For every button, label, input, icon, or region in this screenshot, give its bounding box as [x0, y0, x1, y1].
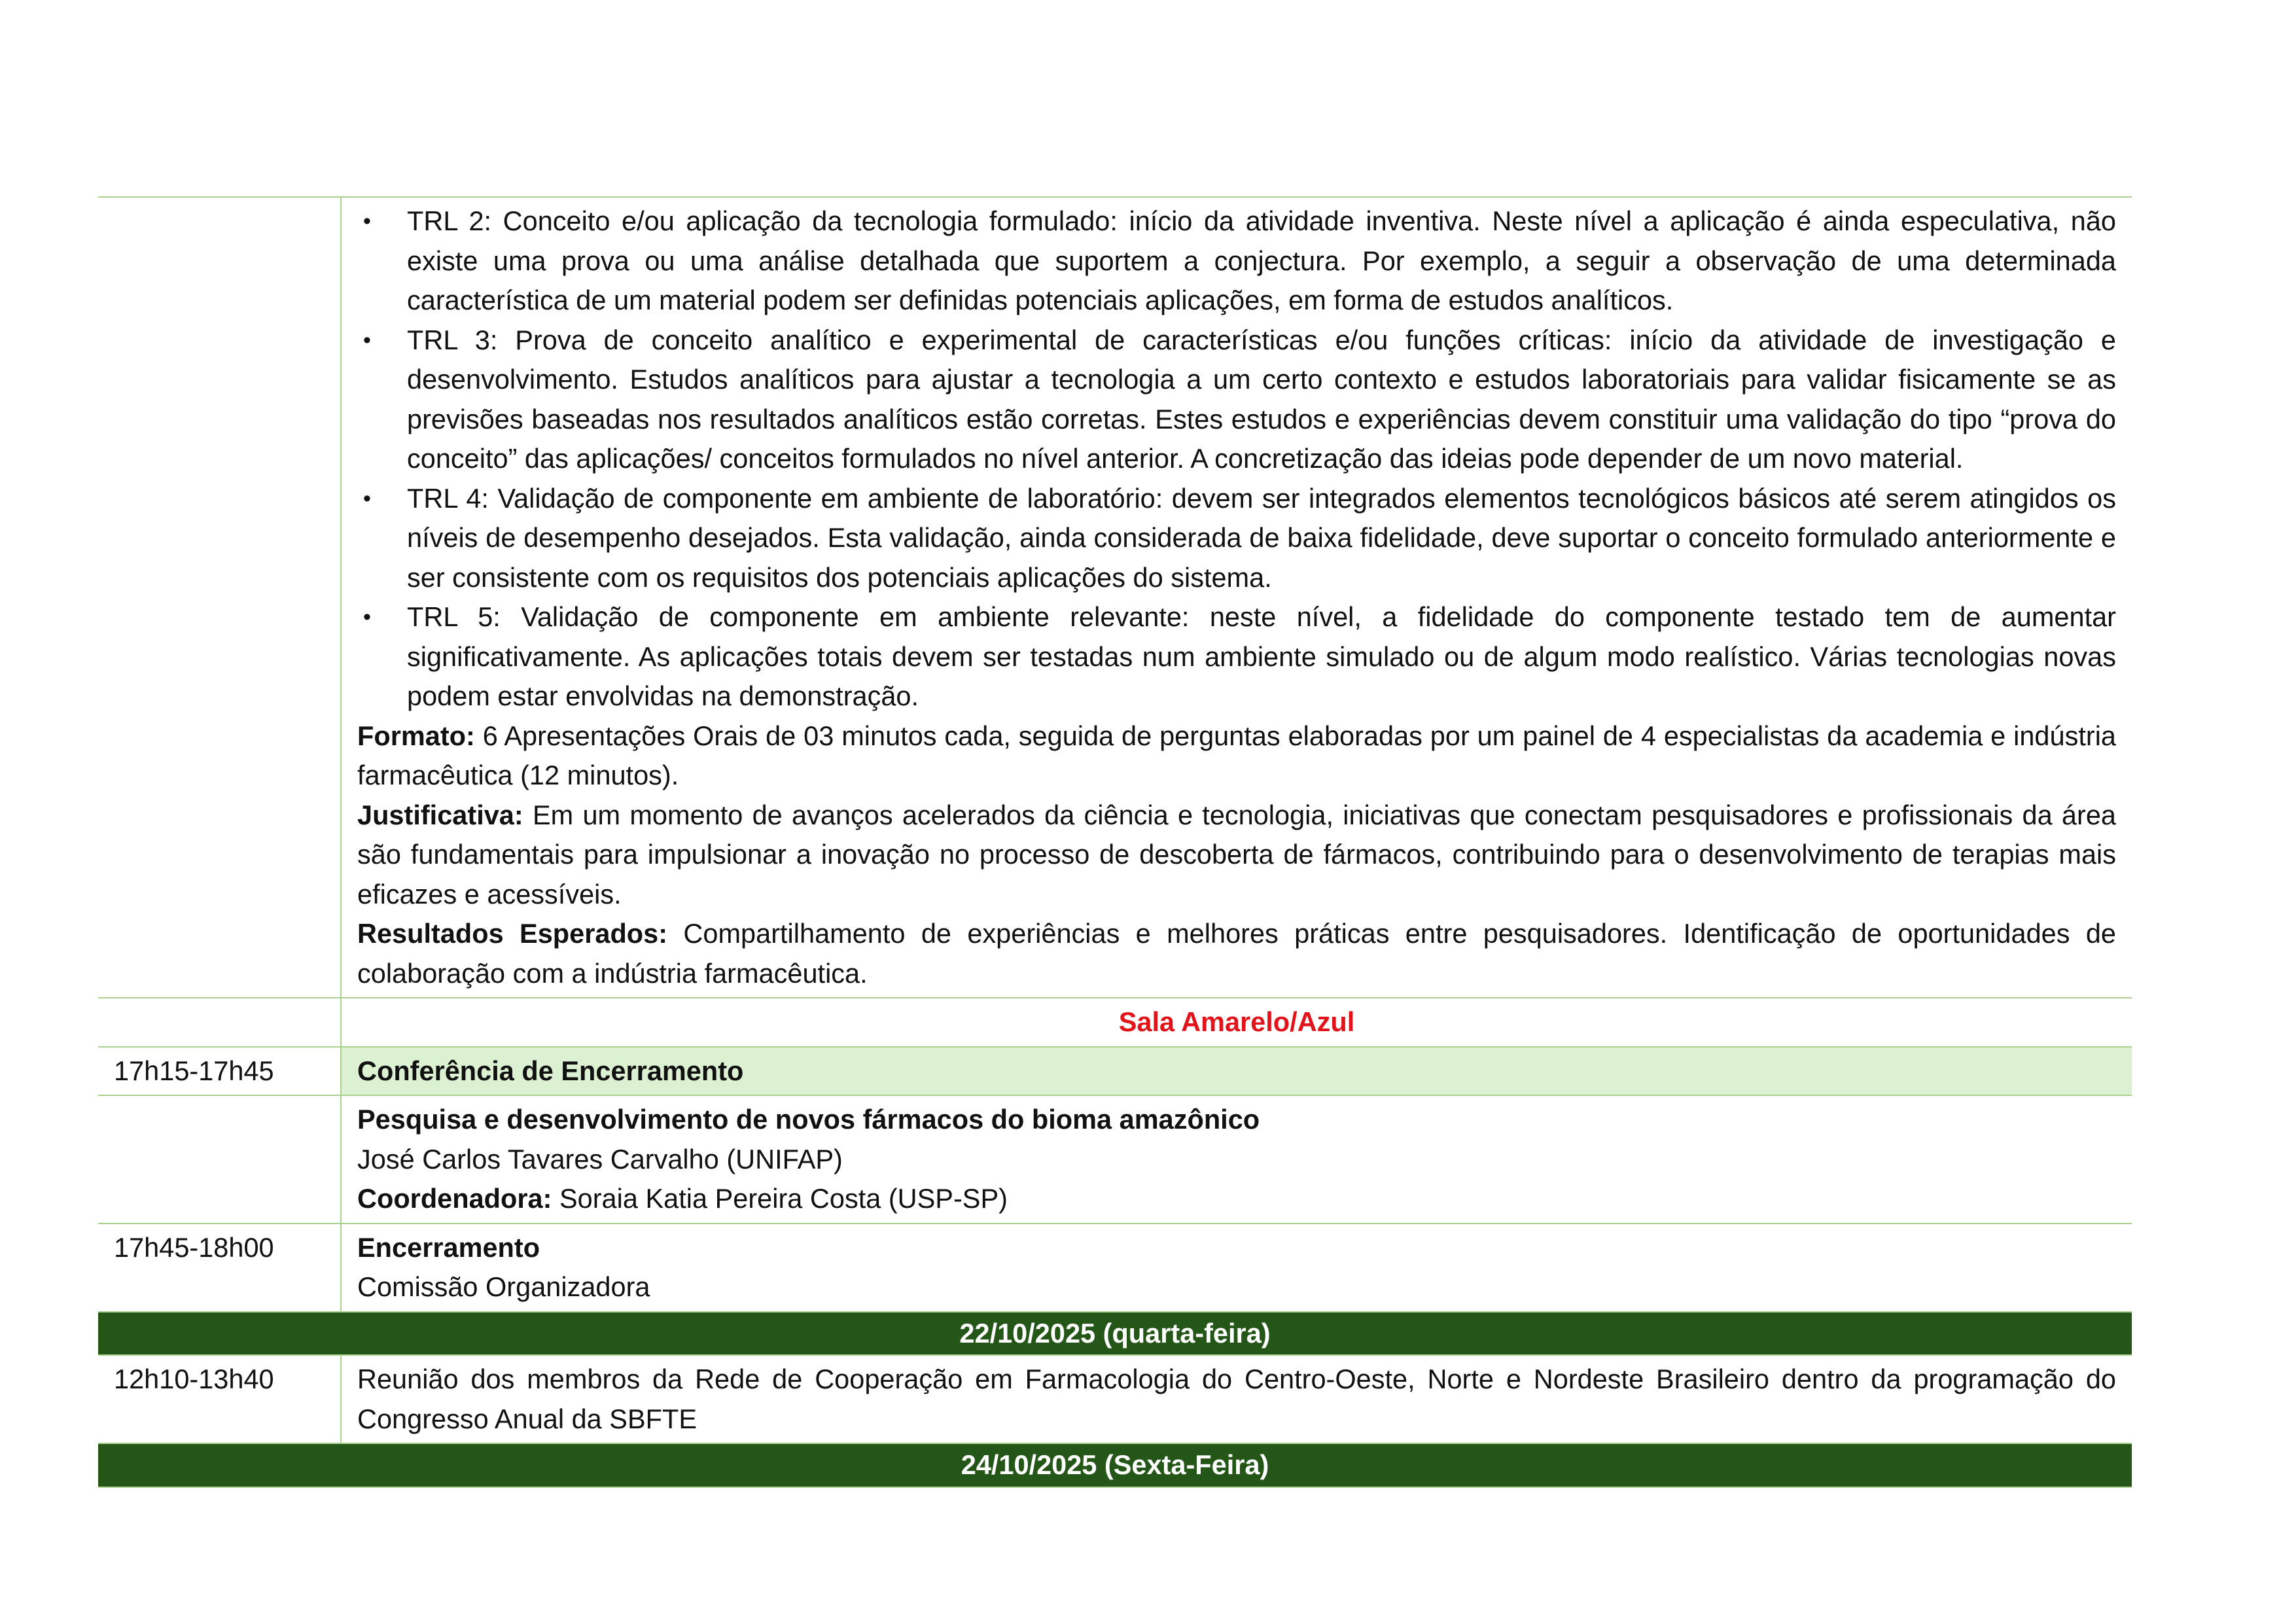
table-row	[98, 998, 2132, 1047]
list-item	[357, 202, 2116, 321]
table-row	[98, 1355, 2132, 1443]
bullet-icon: •	[363, 327, 371, 353]
meeting-description: Reunião dos membros da Rede de Cooperação em Farmacologia do Centro-Oeste, Norte e Nordeste Brasileiro dentro da programação do Congresso Anual da SBFTE	[341, 1355, 2132, 1443]
trl-item-text: TRL 3: Prova de conceito analítico e experimental de características e/ou funções críticas: início da atividade de investigação e desenvolvimento. Estudos analíticos para ajustar a tecnologia a um certo contexto e estudos laboratoriais para validar fisicamente se as previsões baseadas nos resultados analíticos estão corretas. Estes estudos e experiências devem constituir uma validação do tipo “prova do conceito” das aplicações/ conceitos formulados no nível anterior. A concretização das ideias pode depender de um novo material.	[407, 324, 2116, 474]
closing-title: Encerramento	[357, 1231, 540, 1263]
closing-organizer: Comissão Organizadora	[357, 1271, 650, 1302]
justification-paragraph	[357, 796, 2116, 915]
schedule-sheet	[98, 196, 2132, 1488]
list-item	[357, 321, 2116, 479]
table-row	[98, 1047, 2132, 1096]
schedule-table	[98, 196, 2132, 1488]
day-header: 22/10/2025 (quarta-feira)	[98, 1312, 2132, 1356]
session-time: 17h15-17h45	[98, 1047, 341, 1096]
justification-text: Em um momento de avanços acelerados da ciência e tecnologia, iniciativas que conectam pesquisadores e profissionais da área são fundamentais para impulsionar a inovação no processo de descoberta de fármacos, contribuindo para o desenvolvimento de terapias mais eficazes e acessíveis.	[357, 799, 2116, 909]
list-item	[357, 597, 2116, 716]
format-paragraph	[357, 716, 2116, 796]
time-cell-empty	[98, 197, 341, 998]
results-text: Compartilhamento de experiências e melhores práticas entre pesquisadores. Identificação de oportunidades de colaboração com a indústria farmacêutica.	[357, 918, 2116, 989]
talk-speaker: José Carlos Tavares Carvalho (UNIFAP)	[357, 1143, 843, 1174]
closing-details	[341, 1224, 2132, 1312]
coordinator-name: Soraia Katia Pereira Costa (USP-SP)	[552, 1183, 1008, 1214]
session-description	[341, 197, 2132, 998]
format-label: Formato:	[357, 720, 475, 751]
time-cell-empty	[98, 998, 341, 1047]
talk-title: Pesquisa e desenvolvimento de novos fármacos do bioma amazônico	[357, 1104, 1260, 1135]
session-time: 12h10-13h40	[98, 1355, 341, 1443]
bullet-icon: •	[363, 605, 371, 629]
table-row	[98, 1443, 2132, 1487]
time-cell-empty	[98, 1095, 341, 1224]
format-text: 6 Apresentações Orais de 03 minutos cada, seguida de perguntas elaboradas por um painel de 4 especialistas da academia e indústria farmacêutica (12 minutos).	[357, 720, 2116, 790]
coordinator-label: Coordenadora:	[357, 1183, 552, 1214]
session-time: 17h45-18h00	[98, 1224, 341, 1312]
trl-item-text: TRL 4: Validação de componente em ambiente de laboratório: devem ser integrados elementos tecnológicos básicos até serem atingidos os níveis de desempenho desejados. Esta validação, ainda considerada de baixa fidelidade, deve suportar o conceito formulado anteriormente e ser consistente com os requisitos dos potenciais aplicações do sistema.	[407, 482, 2116, 593]
room-label: Sala Amarelo/Azul	[341, 998, 2132, 1047]
results-paragraph	[357, 914, 2116, 993]
talk-coordinator	[357, 1179, 2116, 1219]
bullet-icon: •	[363, 485, 371, 511]
table-row	[98, 1224, 2132, 1312]
trl-list	[357, 202, 2116, 716]
trl-item-text: TRL 5: Validação de componente em ambiente relevante: neste nível, a fidelidade do componente testado tem de aumentar significativamente. As aplicações totais devem ser testadas num ambiente simulado ou de algum modo realístico. Várias tecnologias novas podem estar envolvidas na demonstração.	[407, 601, 2116, 711]
day-header: 24/10/2025 (Sexta-Feira)	[98, 1443, 2132, 1487]
bullet-icon: •	[363, 209, 371, 234]
list-item	[357, 479, 2116, 598]
results-label: Resultados Esperados:	[357, 918, 668, 949]
session-title: Conferência de Encerramento	[341, 1047, 2132, 1096]
trl-item-text: TRL 2: Conceito e/ou aplicação da tecnologia formulado: início da atividade inventiva. Neste nível a aplicação é ainda especulativa, não existe uma prova ou uma análise detalhada que suportem a conjectura. Por exemplo, a seguir a observação de uma determinada característica de um material podem ser definidas potenciais aplicações, em forma de estudos analíticos.	[407, 205, 2116, 315]
table-row	[98, 197, 2132, 998]
talk-details	[341, 1095, 2132, 1224]
table-row	[98, 1095, 2132, 1224]
justification-label: Justificativa:	[357, 799, 523, 830]
table-row	[98, 1312, 2132, 1356]
